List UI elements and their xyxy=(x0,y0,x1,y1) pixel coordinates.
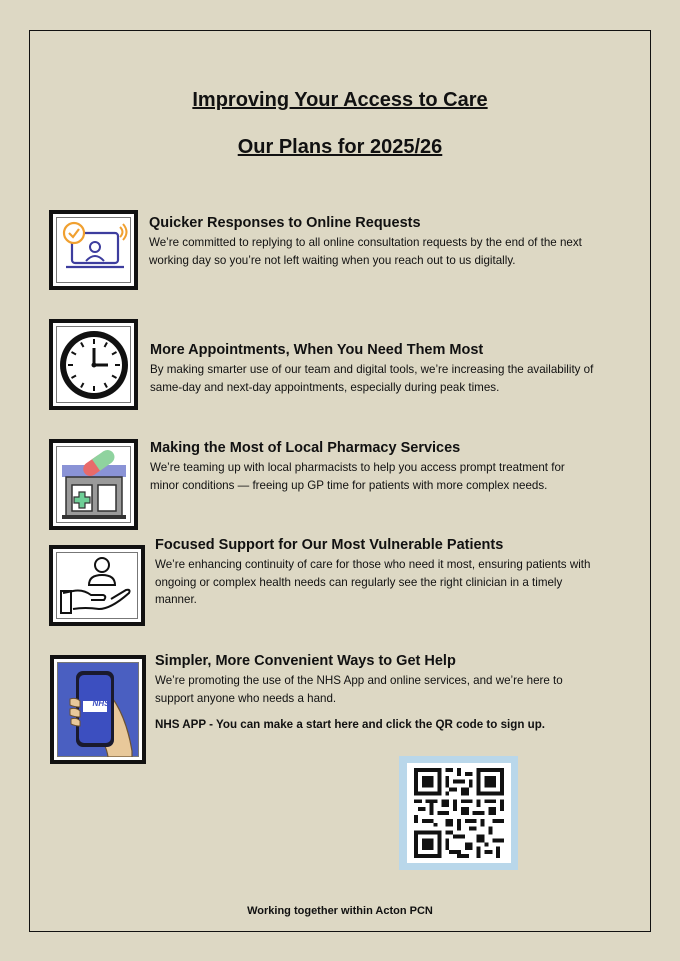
item-title-convenient-help: Simpler, More Convenient Ways to Get Help xyxy=(155,653,456,669)
page-subtitle: Our Plans for 2025/26 xyxy=(237,136,443,158)
item-text-pharmacy: We’re teaming up with local pharmacists to help you access prompt treatment for minor conditions — freeing up GP time for patients with more complex needs. xyxy=(150,461,565,492)
footer-text: Working together within Acton PCN xyxy=(247,905,433,917)
laptop-checkmark-icon xyxy=(49,210,138,290)
item-title-pharmacy: Making the Most of Local Pharmacy Services xyxy=(150,440,461,456)
item-title-appointments: More Appointments, When You Need Them Most xyxy=(150,342,484,358)
item-title-vulnerable-patients: Focused Support for Our Most Vulnerable Patients xyxy=(155,537,504,553)
nhs-phone-icon xyxy=(50,655,146,764)
item-title-online-requests: Quicker Responses to Online Requests xyxy=(149,215,421,231)
nhs-app-text: - You can make a start here and click the QR code to sign up. xyxy=(205,718,546,731)
item-text-online-requests: We’re committed to replying to all online consultation requests by the end of the next working day so you’re not left waiting when you reach out to us digitally. xyxy=(149,236,582,267)
nhs-app-note xyxy=(155,718,545,731)
qr-code-icon xyxy=(413,768,505,858)
item-text-appointments: By making smarter use of our team and digital tools, we’re increasing the availability of same-day and next-day appointments, especially during peak times. xyxy=(150,363,594,394)
clock-icon xyxy=(49,319,138,410)
page-title: Improving Your Access to Care xyxy=(192,89,488,111)
care-hand-icon xyxy=(49,545,145,626)
pharmacy-icon xyxy=(49,439,138,530)
nhs-app-label: NHS APP xyxy=(155,718,206,731)
nhs-logo-label: NHS xyxy=(92,699,110,708)
item-text-vulnerable-patients: We’re enhancing continuity of care for those who need it most, ensuring patients with ongoing or complex health needs can regularly see the right clinician in a timely manner. xyxy=(155,558,591,606)
qr-code-link[interactable] xyxy=(399,756,518,870)
item-text-convenient-help: We’re promoting the use of the NHS App and online services, and we’re here to support anyone who needs a hand. xyxy=(155,674,563,705)
